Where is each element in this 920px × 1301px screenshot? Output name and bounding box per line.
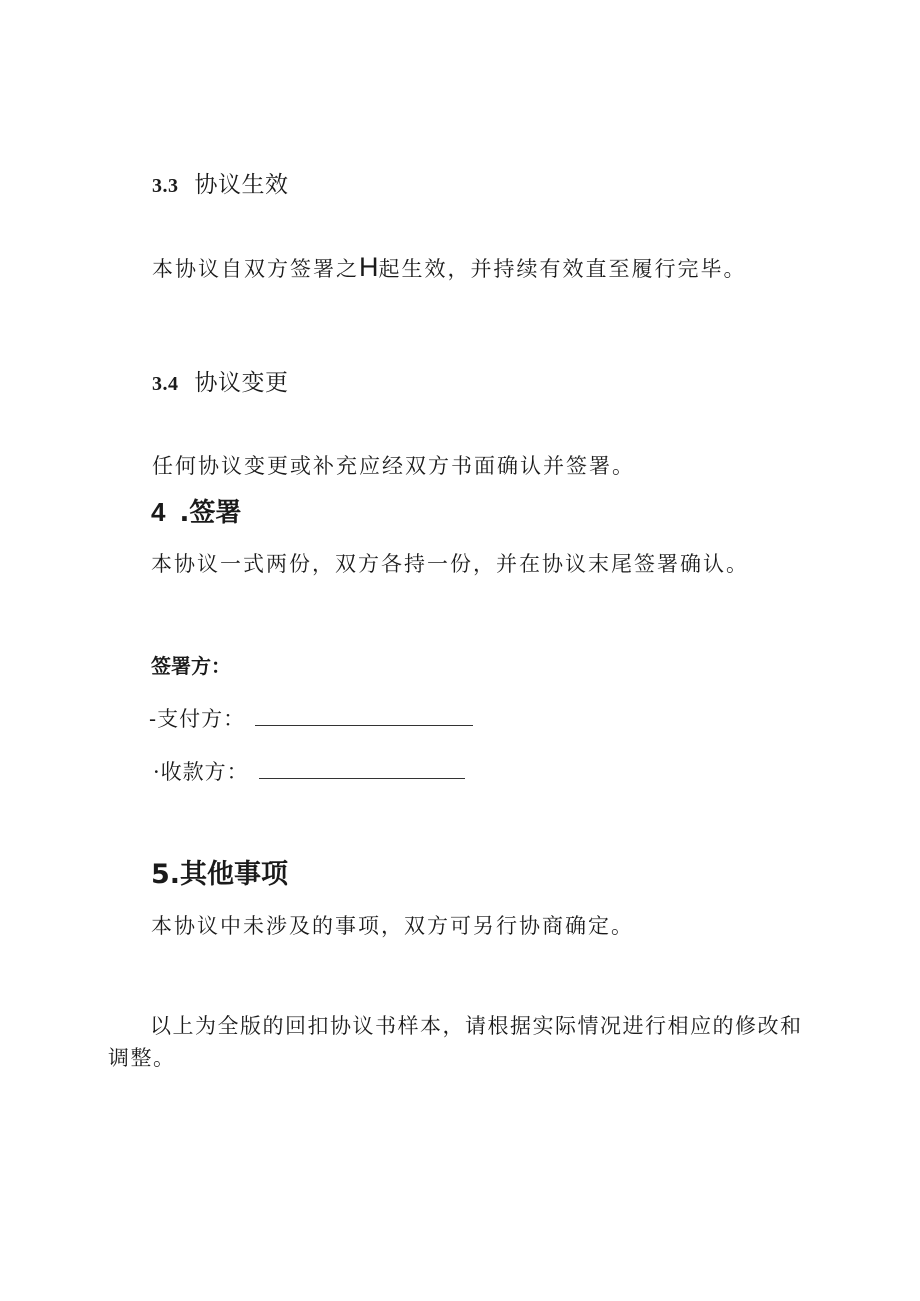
section-3-4-body: 任何协议变更或补充应经双方书面确认并签署。 <box>152 454 635 478</box>
section-3-3-title: 协议生效 <box>194 172 289 198</box>
payee-label: ·收款方： <box>153 760 249 784</box>
section-3-3-number: 3.3 <box>152 175 179 197</box>
signers-label: 签署方： <box>151 654 231 678</box>
section-3-4-number: 3.4 <box>152 373 179 395</box>
section-3-3-text-after: 起生效，并持续有效直至履行完毕。 <box>378 257 747 281</box>
payer-row <box>149 703 473 733</box>
payee-row <box>153 756 465 786</box>
section-4-number: 4 <box>151 497 166 527</box>
payee-signature-line[interactable] <box>259 777 465 779</box>
section-5-body: 本协议中未涉及的事项，双方可另行协商确定。 <box>151 914 634 938</box>
section-3-3-heading <box>152 166 289 199</box>
payer-signature-line[interactable] <box>255 724 473 726</box>
section-4-body: 本协议一式两份，双方各持一份，并在协议末尾签署确认。 <box>151 552 749 576</box>
section-3-3-body <box>152 252 747 283</box>
section-3-4-title: 协议变更 <box>194 370 289 396</box>
section-4-heading <box>151 492 241 529</box>
section-3-3-text-before: 本协议自双方签署之 <box>152 257 359 281</box>
payer-label: -支付方： <box>149 707 246 731</box>
closing-paragraph: 以上为全版的回扣协议书样本，请根据实际情况进行相应的修改和调整。 <box>108 1014 803 1070</box>
section-4-title: .签署 <box>179 498 242 528</box>
section-3-4-heading <box>152 364 289 397</box>
section-3-3-text-mark: H <box>359 252 379 282</box>
section-5-heading: 5.其他事项 <box>151 859 289 890</box>
